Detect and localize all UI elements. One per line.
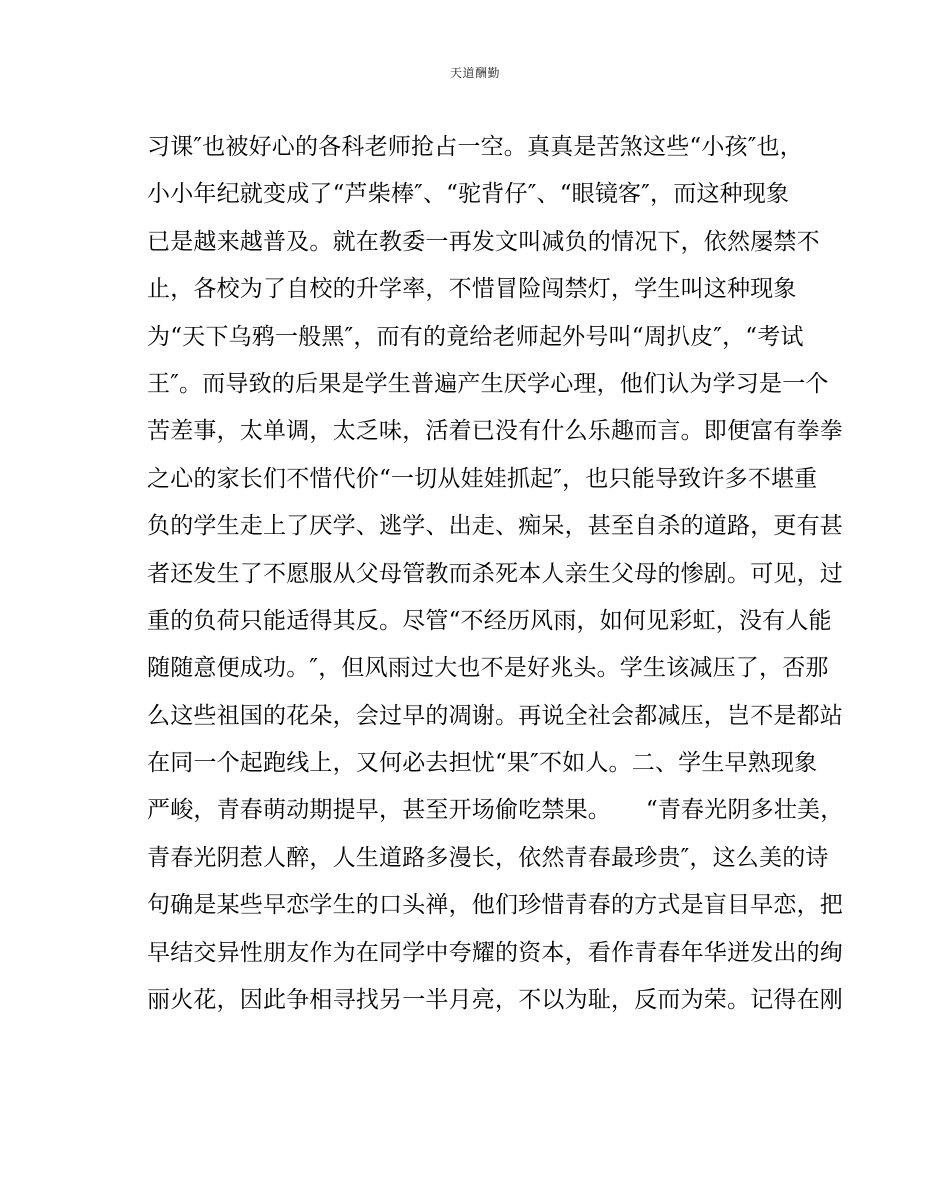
text-line: 小小年纪就变成了“芦柴棒″、“驼背仔″、“眼镜客″，而这种现象 (147, 181, 790, 208)
text-line: 已是越来越普及。就在教委一再发文叫减负的情况下，依然屡禁不 (147, 228, 820, 255)
text-line: 丽火花，因此争相寻找另一半月亮，不以为耻，反而为荣。记得在刚 (147, 987, 843, 1014)
text-line: 早结交异性朋友作为在同学中夸耀的资本，看作青春年华迸发出的绚 (147, 939, 843, 966)
text-line: 之心的家长们不惜代价“一切从娃娃抓起″，也只能导致许多不堪重 (147, 465, 818, 492)
text-line: 者还发生了不愿服从父母管教而杀死本人亲生父母的惨剧。可见，过 (147, 560, 843, 587)
text-line: 么这些祖国的花朵，会过早的凋谢。再说全社会都减压，岂不是都站 (147, 702, 843, 729)
text-line: 苦差事，太单调，太乏味，活着已没有什么乐趣而言。即便富有拳拳 (147, 418, 843, 445)
text-line: 为“天下乌鸦一般黑″，而有的竟给老师起外号叫“周扒皮″，“考试 (147, 323, 804, 350)
body-text (147, 124, 844, 1024)
text-line: 青春光阴惹人醉，人生道路多漫长，依然青春最珍贵″，这么美的诗 (147, 844, 829, 871)
text-line: 重的负荷只能适得其反。尽管“不经历风雨，如何见彩虹，没有人能 (147, 607, 832, 634)
text-line: 在同一个起跑线上，又何必去担忧“果″不如人。二、学生早熟现象 (147, 750, 818, 777)
text-line: 随随意便成功。″，但风雨过大也不是好兆头。学生该减压了，否那 (147, 655, 829, 682)
text-line: 止，各校为了自校的升学率，不惜冒险闯禁灯，学生叫这种现象 (147, 276, 797, 303)
text-line: 王″。而导致的后果是学生普遍产生厌学心理，他们认为学习是一个 (147, 370, 829, 397)
text-line: 句确是某些早恋学生的口头禅，他们珍惜青春的方式是盲目早恋，把 (147, 892, 843, 919)
text-line: 习课″也被好心的各科老师抢占一空。真真是苦煞这些“小孩″也， (147, 134, 803, 160)
text-line: 负的学生走上了厌学、逃学、出走、痴呆，甚至自杀的道路，更有甚 (147, 513, 843, 540)
page-header: 天道酬勤 (449, 66, 500, 80)
text-line: 严峻，青春萌动期提早，甚至开场偷吃禁果。 “青春光阴多壮美， (147, 797, 844, 824)
